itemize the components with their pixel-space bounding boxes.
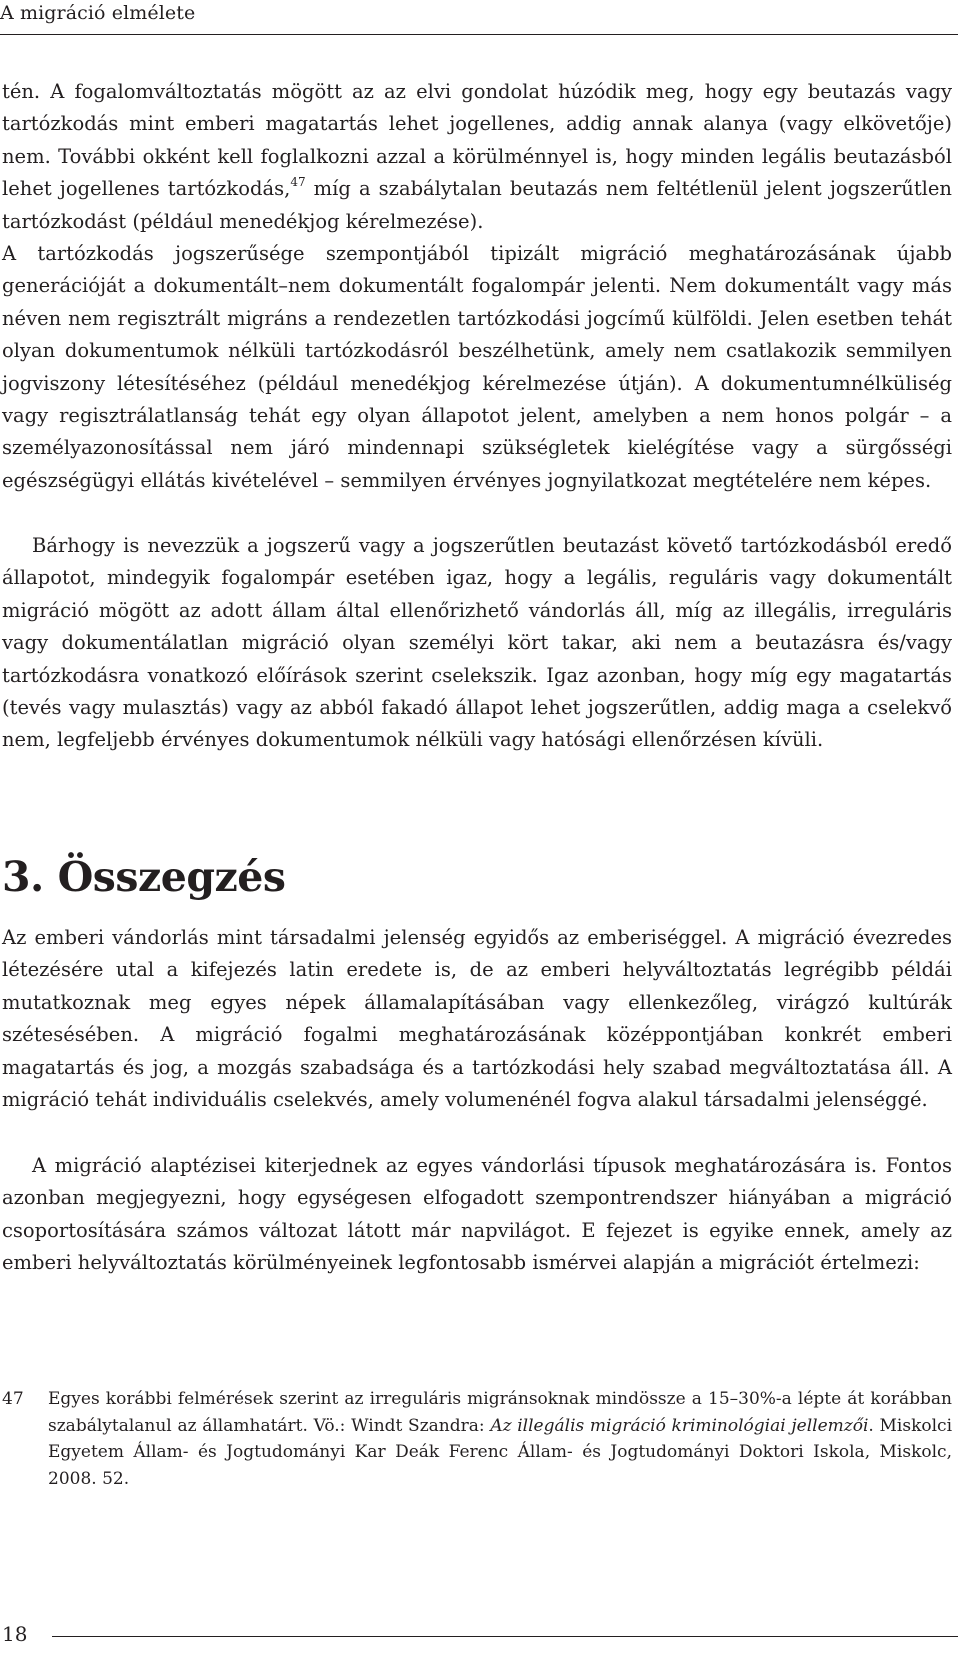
footer-rule (52, 1636, 958, 1637)
paragraph-typology (2, 1150, 952, 1280)
header-rule (0, 34, 958, 35)
footnote-text (48, 1386, 952, 1492)
paragraph-text: Az emberi vándorlás mint társadalmi jelenség egyidős az emberiséggel. A migráció évezredes létezésére utal a kifejezés latin eredete is, de az emberi helyváltoztatás legrégibb példái mutatkoznak meg egyes népek államalapításában vagy ellenkezőleg, virágzó kultúrák szétesésében. A migráció fogalmi meghatározásának középpontjában konkrét emberi magatartás és jog, a mozgás szabadsága és a tartózkodási hely szabad megváltoztatása áll. A migráció tehát individuális cselekvés, amely volumenénél fogva alakul társadalmi jelenséggé. (2, 926, 952, 1112)
footnote-reference[interactable]: 47 (290, 175, 306, 190)
paragraph-text: míg a szabálytalan beutazás nem feltétlenül jelent jogszerűtlen tartózkodást (például menedékjog kérelmezése). (2, 177, 952, 233)
paragraph-legality (2, 530, 952, 757)
footnote-number: 47 (2, 1389, 24, 1409)
page-number: 18 (2, 1622, 28, 1646)
section-heading: 3. Összegzés (2, 853, 286, 901)
footnote (2, 1386, 952, 1492)
paragraph-text: tén. A fogalomváltoztatás mögött az az elvi gondolat húzódik meg, hogy egy beutazás vagy tartózkodás mint emberi magatartás lehet jogellenes, addig annak alanya (vagy elkövetője) nem. További okként kell foglalkozni azzal a körülménnyel is, hogy minden legális beutazásból lehet jogellenes tartózkodás, (2, 80, 952, 201)
paragraph-documented-migration (2, 238, 952, 497)
paragraph-continuation (2, 76, 952, 238)
footnote-text-part: Egyes korábbi felmérések szerint az irreguláris migránsoknak mindössze a 15–30%-a lépte át korábban szabálytalanul az államhatárt. Vö.: Windt Szandra: (48, 1389, 952, 1436)
paragraph-text: A tartózkodás jogszerűsége szempontjából tipizált migráció meghatározásának újabb generációját a dokumentált–nem dokumentált fogalompár jelenti. Nem dokumentált vagy más néven nem regisztrált migráns a rendezetlen tartózkodási jogcímű külföldi. Jelen esetben tehát olyan dokumentumok nélküli tartózkodásról beszélhetünk, amely nem csatlakozik semmilyen jogviszony létesítéséhez (például menedékjog kérelmezése útján). A dokumentumnélküliség vagy regisztrálatlanság tehát egy olyan állapotot jelent, amelyben a nem honos polgár – a személyazonosítással nem járó mindennapi szükségletek kielégítése vagy a sürgősségi egészségügyi ellátás kivételével – semmilyen érvényes jognyilatkozat megtételére nem képes. (2, 242, 952, 492)
footnote-text-part: . Miskolci Egyetem Állam- és Jogtudományi Kar Deák Ferenc Állam- és Jogtudományi Doktori Iskola, Miskolc, 2008. 52. (48, 1415, 953, 1489)
paragraph-summary (2, 922, 952, 1116)
footnote-cited-title: Az illegális migráció kriminológiai jellemzői (490, 1415, 869, 1436)
paragraph-text: Bárhogy is nevezzük a jogszerű vagy a jogszerűtlen beutazást követő tartózkodásból eredő állapotot, mindegyik fogalompár esetében igaz, hogy a legális, reguláris vagy dokumentált migráció mögött az adott állam által ellenőrizhető vándorlás áll, míg az illegális, irreguláris vagy dokumentálatlan migráció olyan személyi kört takar, aki nem a beutazásra és/vagy tartózkodásra vonatkozó előírások szerint cselekszik. Igaz azonban, hogy míg egy magatartás (tevés vagy mulasztás) vagy az abból fakadó állapot lehet jogszerűtlen, addig maga a cselekvő nem, legfeljebb érvényes dokumentumok nélküli vagy hatósági ellenőrzésen kívüli. (2, 534, 952, 752)
paragraph-text: A migráció alaptézisei kiterjednek az egyes vándorlási típusok meghatározására is. Fontos azonban megjegyezni, hogy egységesen elfogadott szempontrendszer hiányában a migráció csoportosítására számos változat látott már napvilágot. E fejezet is egyike ennek, amely az emberi helyváltoztatás körülményeinek legfontosabb ismérvei alapján a migrációt értelmezi: (2, 1154, 952, 1275)
running-head: A migráció elmélete (0, 2, 196, 24)
